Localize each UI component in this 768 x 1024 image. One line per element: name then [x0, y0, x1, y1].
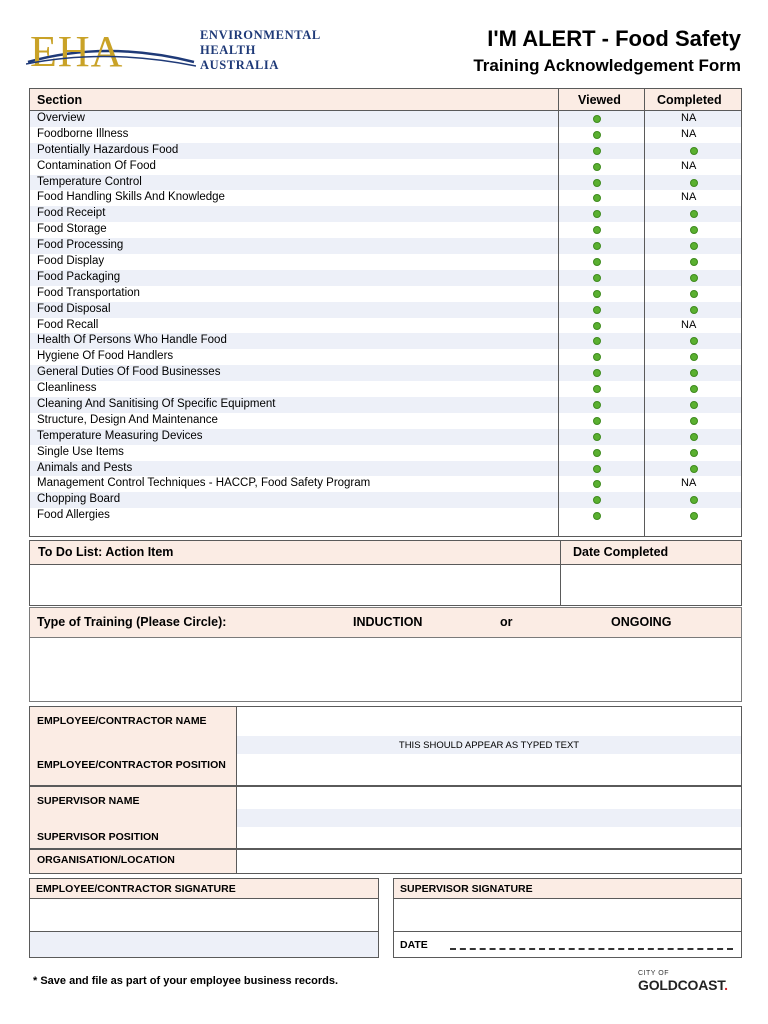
check-icon — [593, 210, 601, 218]
supervisor-signature-header — [394, 879, 741, 899]
check-icon — [690, 385, 698, 393]
or-text: or — [500, 615, 513, 629]
table-row — [30, 461, 741, 477]
todo-action-label: To Do List: Action Item — [38, 545, 174, 559]
viewed-cell — [593, 448, 605, 460]
signature-date-row — [394, 931, 741, 957]
check-icon — [593, 353, 601, 361]
check-icon — [593, 115, 601, 123]
table-row — [30, 492, 741, 508]
section-label: Food Recall — [37, 318, 99, 331]
table-row — [30, 349, 741, 365]
check-icon — [690, 306, 698, 314]
completed-na-text: NA — [681, 477, 697, 490]
section-label: Food Packaging — [37, 270, 121, 283]
organisation-label: ORGANISATION/LOCATION — [37, 854, 175, 866]
check-icon — [690, 353, 698, 361]
employee-signature-box — [29, 878, 379, 958]
table-row — [30, 270, 741, 286]
organisation-field[interactable] — [237, 849, 741, 873]
section-label: Single Use Items — [37, 445, 124, 458]
viewed-cell — [593, 162, 605, 174]
viewed-cell — [593, 209, 605, 221]
completed-cell — [690, 448, 702, 460]
completed-cell — [690, 273, 702, 285]
check-icon — [593, 385, 601, 393]
table-row — [30, 429, 741, 445]
section-label: Foodborne Illness — [37, 127, 129, 140]
section-label: Cleanliness — [37, 382, 97, 395]
employee-details-box — [29, 706, 742, 874]
todo-date-field[interactable] — [561, 565, 741, 605]
section-label: Food Disposal — [37, 302, 111, 315]
table-row — [30, 127, 741, 143]
table-row — [30, 222, 741, 238]
check-icon — [690, 369, 698, 377]
completed-na-text: NA — [681, 112, 697, 124]
supervisor-position-field[interactable] — [237, 827, 741, 848]
section-label: Contamination Of Food — [37, 159, 156, 172]
completed-cell — [690, 209, 702, 221]
section-label: Food Handling Skills And Knowledge — [37, 191, 225, 204]
table-row — [30, 365, 741, 381]
completed-cell — [690, 257, 702, 269]
ongoing-option[interactable]: ONGOING — [611, 615, 672, 629]
supervisor-signature-box — [393, 878, 742, 958]
completed-cell — [690, 368, 702, 380]
check-icon — [690, 290, 698, 298]
viewed-cell — [593, 178, 605, 190]
viewed-cell — [593, 416, 605, 428]
induction-option[interactable]: INDUCTION — [353, 615, 423, 629]
training-notes-field[interactable] — [30, 638, 741, 701]
completed-cell — [690, 400, 702, 412]
check-icon — [593, 480, 601, 488]
completed-cell — [690, 305, 702, 317]
employee-signature-field[interactable] — [30, 899, 378, 931]
section-label: Overview — [37, 112, 85, 124]
section-table — [29, 88, 742, 537]
section-label: Food Receipt — [37, 207, 106, 220]
check-icon — [690, 179, 698, 187]
completed-cell — [690, 225, 702, 237]
check-icon — [593, 147, 601, 155]
todo-header — [30, 541, 741, 565]
check-icon — [690, 258, 698, 266]
completed-na-text: NA — [681, 318, 697, 331]
check-icon — [690, 496, 698, 504]
check-icon — [690, 147, 698, 155]
viewed-cell — [593, 495, 605, 507]
table-row — [30, 190, 741, 206]
viewed-cell — [593, 289, 605, 301]
viewed-cell — [593, 146, 605, 158]
viewed-column-header: Viewed — [578, 93, 621, 107]
details-divider — [30, 785, 741, 787]
table-row — [30, 445, 741, 461]
section-label: Animals and Pests — [37, 461, 133, 474]
section-label: Cleaning And Sanitising Of Specific Equipment — [37, 398, 276, 411]
table-row — [30, 476, 741, 492]
eha-logo-mark — [26, 26, 196, 76]
check-icon — [593, 449, 601, 457]
check-icon — [690, 449, 698, 457]
city-of-text: CITY OF — [638, 970, 669, 977]
check-icon — [690, 274, 698, 282]
section-table-header — [30, 89, 741, 111]
table-row — [30, 318, 741, 334]
check-icon — [593, 131, 601, 139]
check-icon — [690, 337, 698, 345]
viewed-cell — [593, 479, 605, 491]
viewed-cell — [593, 305, 605, 317]
check-icon — [593, 290, 601, 298]
gold-coast-logo — [638, 970, 728, 993]
completed-column-header: Completed — [657, 93, 722, 107]
section-label: Food Processing — [37, 239, 124, 252]
employee-position-label: EMPLOYEE/CONTRACTOR POSITION — [37, 759, 226, 771]
employee-signature-label: EMPLOYEE/CONTRACTOR SIGNATURE — [36, 883, 236, 895]
completed-cell — [690, 495, 702, 507]
supervisor-signature-label: SUPERVISOR SIGNATURE — [400, 883, 533, 895]
viewed-cell — [593, 130, 605, 142]
column-divider — [644, 89, 645, 536]
employee-position-field[interactable] — [237, 755, 741, 785]
completed-cell — [690, 336, 702, 348]
check-icon — [593, 417, 601, 425]
check-icon — [593, 322, 601, 330]
check-icon — [690, 401, 698, 409]
check-icon — [593, 274, 601, 282]
check-icon — [593, 163, 601, 171]
section-label: General Duties Of Food Businesses — [37, 366, 221, 379]
section-label: Food Allergies — [37, 509, 110, 522]
date-label: DATE — [400, 939, 428, 951]
completed-cell — [690, 416, 702, 428]
check-icon — [690, 417, 698, 425]
column-divider — [558, 89, 559, 536]
logo-word-1: ENVIRONMENTAL — [200, 28, 321, 42]
check-icon — [593, 401, 601, 409]
section-label: Health Of Persons Who Handle Food — [37, 334, 227, 347]
viewed-cell — [593, 511, 605, 523]
viewed-cell — [593, 384, 605, 396]
completed-cell — [690, 289, 702, 301]
supervisor-signature-field[interactable] — [394, 899, 741, 931]
section-rows — [30, 111, 741, 524]
todo-action-field[interactable] — [30, 565, 560, 605]
completed-cell — [690, 241, 702, 253]
form-subtitle: Training Acknowledgement Form — [473, 56, 741, 75]
viewed-cell — [593, 464, 605, 476]
viewed-cell — [593, 336, 605, 348]
employee-signature-header — [30, 879, 378, 899]
check-icon — [593, 242, 601, 250]
check-icon — [593, 226, 601, 234]
section-label: Chopping Board — [37, 493, 121, 506]
completed-cell — [690, 464, 702, 476]
check-icon — [690, 242, 698, 250]
completed-cell — [690, 511, 702, 523]
training-type-header — [30, 608, 741, 638]
check-icon — [690, 210, 698, 218]
table-row — [30, 286, 741, 302]
training-type-label: Type of Training (Please Circle): — [37, 615, 227, 629]
section-column-header: Section — [37, 93, 83, 107]
supervisor-name-field[interactable] — [237, 809, 741, 827]
viewed-cell — [593, 193, 605, 205]
viewed-cell — [593, 352, 605, 364]
check-icon — [690, 465, 698, 473]
gold-coast-brand: GOLDCOAST — [638, 977, 725, 993]
check-icon — [593, 258, 601, 266]
table-row — [30, 111, 741, 127]
gold-coast-brand-dot: . — [724, 977, 728, 993]
section-label: Management Control Techniques - HACCP, Food Safety Program — [37, 477, 371, 490]
typed-text-note: THIS SHOULD APPEAR AS TYPED TEXT — [398, 740, 580, 751]
check-icon — [593, 179, 601, 187]
table-row — [30, 175, 741, 191]
employee-name-label: EMPLOYEE/CONTRACTOR NAME — [37, 715, 207, 727]
viewed-cell — [593, 257, 605, 269]
todo-date-label: Date Completed — [573, 545, 669, 559]
section-label: Hygiene Of Food Handlers — [37, 350, 174, 363]
table-row — [30, 397, 741, 413]
table-row — [30, 381, 741, 397]
logo-word-3: AUSTRALIA — [200, 58, 280, 72]
employee-signature-band — [30, 931, 378, 957]
training-type-box — [29, 607, 742, 702]
check-icon — [690, 226, 698, 234]
check-icon — [593, 194, 601, 202]
viewed-cell — [593, 241, 605, 253]
gold-coast-wordmark — [638, 977, 728, 993]
check-icon — [593, 496, 601, 504]
supervisor-name-label: SUPERVISOR NAME — [37, 795, 140, 807]
logo-word-2: HEALTH — [200, 43, 256, 57]
viewed-cell — [593, 321, 605, 333]
check-icon — [593, 465, 601, 473]
viewed-cell — [593, 400, 605, 412]
table-row — [30, 238, 741, 254]
table-row — [30, 333, 741, 349]
completed-cell — [690, 146, 702, 158]
table-row — [30, 413, 741, 429]
viewed-cell — [593, 225, 605, 237]
section-label: Temperature Control — [37, 175, 142, 188]
eha-logo — [26, 26, 336, 78]
logo-wordmark — [200, 28, 321, 73]
check-icon — [593, 306, 601, 314]
check-icon — [690, 512, 698, 520]
section-label: Food Display — [37, 255, 105, 268]
table-row — [30, 206, 741, 222]
completed-cell — [690, 384, 702, 396]
viewed-cell — [593, 432, 605, 444]
check-icon — [593, 369, 601, 377]
viewed-cell — [593, 114, 605, 126]
table-row — [30, 508, 741, 524]
viewed-cell — [593, 273, 605, 285]
table-row — [30, 302, 741, 318]
section-label: Potentially Hazardous Food — [37, 143, 179, 156]
completed-cell — [690, 178, 702, 190]
todo-list-box — [29, 540, 742, 606]
check-icon — [690, 433, 698, 441]
check-icon — [593, 433, 601, 441]
viewed-cell — [593, 368, 605, 380]
completed-na-text: NA — [681, 159, 697, 172]
logo-mark-text: EHA — [30, 27, 124, 76]
check-icon — [593, 512, 601, 520]
section-label: Temperature Measuring Devices — [37, 429, 203, 442]
completed-na-text: NA — [681, 127, 697, 140]
table-row — [30, 143, 741, 159]
section-label: Food Transportation — [37, 286, 140, 299]
table-row — [30, 254, 741, 270]
table-row — [30, 159, 741, 175]
section-label: Food Storage — [37, 223, 107, 236]
section-label: Structure, Design And Maintenance — [37, 413, 218, 426]
completed-na-text: NA — [681, 191, 697, 204]
completed-cell — [690, 432, 702, 444]
completed-cell — [690, 352, 702, 364]
footer-note: * Save and file as part of your employee business records. — [33, 975, 339, 987]
form-title: I'M ALERT - Food Safety — [487, 26, 741, 51]
check-icon — [593, 337, 601, 345]
date-field[interactable] — [450, 948, 733, 950]
supervisor-position-label: SUPERVISOR POSITION — [37, 831, 159, 843]
